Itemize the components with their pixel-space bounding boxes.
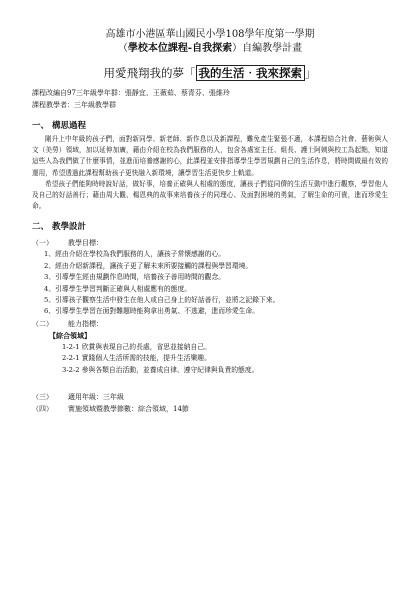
grade-row [32, 391, 388, 403]
goal-item: 4、引導學生學習判斷正確與人相處應有的態度。 [44, 284, 192, 293]
goals-index: （一） [32, 239, 53, 248]
course-title [32, 65, 388, 81]
section-1-number: 一、 [32, 121, 50, 131]
ability-item: 2-2-1 實踐個人生活所需的技能，提升生活樂趣。 [62, 354, 211, 363]
section-1-title: 構思過程 [52, 121, 87, 131]
ability-item: 1-2-1 欣賞與表現自己的長處，省思並接納自己。 [62, 342, 211, 351]
goal-item: 2、經由介紹新課程，讓孩子更了解未來所要接觸的課程與學習環境。 [44, 261, 253, 270]
grade-text: 適用年級：三年級 [68, 392, 124, 401]
ability-item: 3-2-2 參與各類自治活動，並養成自律、遵守紀律與負責的態度。 [62, 366, 259, 375]
ability-index: （二） [32, 319, 53, 328]
hours-text: 實施領域暨教學節數：綜合領域，14節 [68, 404, 189, 413]
goal-item: 6、引導學生學習在面對難題時能夠拿出勇氣、不逃避，進而珍愛生命。 [44, 307, 260, 316]
section-2-number: 二、 [32, 222, 50, 233]
course-meta [32, 87, 388, 111]
subtitle-close: ）自編教學計畫 [232, 43, 303, 54]
subtitle-open: （ [117, 43, 128, 54]
ability-heading [32, 318, 388, 330]
hours-index: （四） [32, 404, 53, 413]
goal-item: 1、經由介紹在學校為我們服務的人，讓孩子常懷感謝的心。 [44, 250, 226, 259]
goal-item: 3、引導學生經由規劃作息時間，培養孩子善用時間的觀念。 [44, 273, 226, 282]
goals-list [32, 249, 388, 317]
hours-row [32, 403, 388, 415]
goal-item: 5、引導孩子觀察生活中發生在他人或自己身上的好話善行，並將之記錄下來。 [44, 296, 280, 305]
section-1-heading [32, 120, 388, 132]
teacher-line: 課程教學者：三年級教學群 [32, 101, 116, 109]
editor-line: 課程改編自97三年級學年群：張靜宜、王薇茹、蔡青芬、張維玲 [32, 89, 230, 97]
section-1-paragraph-1: 剛升上中年級的孩子們，面對新同學、新老師、新作息以及新課程，難免產生緊張不適，本課程結合社會、藝術與人文（美勞）領域，加以延伸加廣，藉由介紹在校為我們服務的人，包含各處室主任、組長、護士阿姨與校工為起點，知道這些人為我們做了什麼事情，並進而培養感謝的心，此課程並安排指導學生學習規劃自己的生活作息，將時間做最有效的運用，希望透過此課程幫助孩子更快融入新環境，讓學習生活更快步上軌道。 [32, 135, 388, 177]
course-title-boxed: 我的生活‧我來探索 [196, 65, 306, 81]
section-2-heading [32, 221, 388, 233]
school-title: 高雄市小港區華山國民小學108學年度第一學期 [105, 29, 315, 40]
domain-label: 【綜合領域】 [49, 330, 91, 340]
goals-label: 教學目標： [68, 239, 103, 248]
grade-index: （三） [32, 392, 53, 401]
goals-heading [32, 237, 388, 249]
course-title-suffix: 」 [305, 66, 317, 80]
section-2-title: 教學設計 [52, 222, 87, 233]
section-1-paragraph-2: 希望孩子們能夠時時說好話，做好事，培養正確與人相處的態度，讓孩子們從同儕的生活互動中進行觀察，學習他人及自己的好話善行；藉由周大觀、楊恩典的故事來培養孩子的同理心、及面對困境的勇氣，了解生命的可貴，進而珍愛生命。 [32, 179, 388, 211]
subtitle-course-name: 學校本位課程-自我探索 [127, 43, 233, 54]
course-title-prefix: 用愛飛翔我的夢「 [103, 66, 196, 80]
plan-subtitle [32, 42, 388, 56]
ability-label: 能力指標： [68, 319, 103, 328]
